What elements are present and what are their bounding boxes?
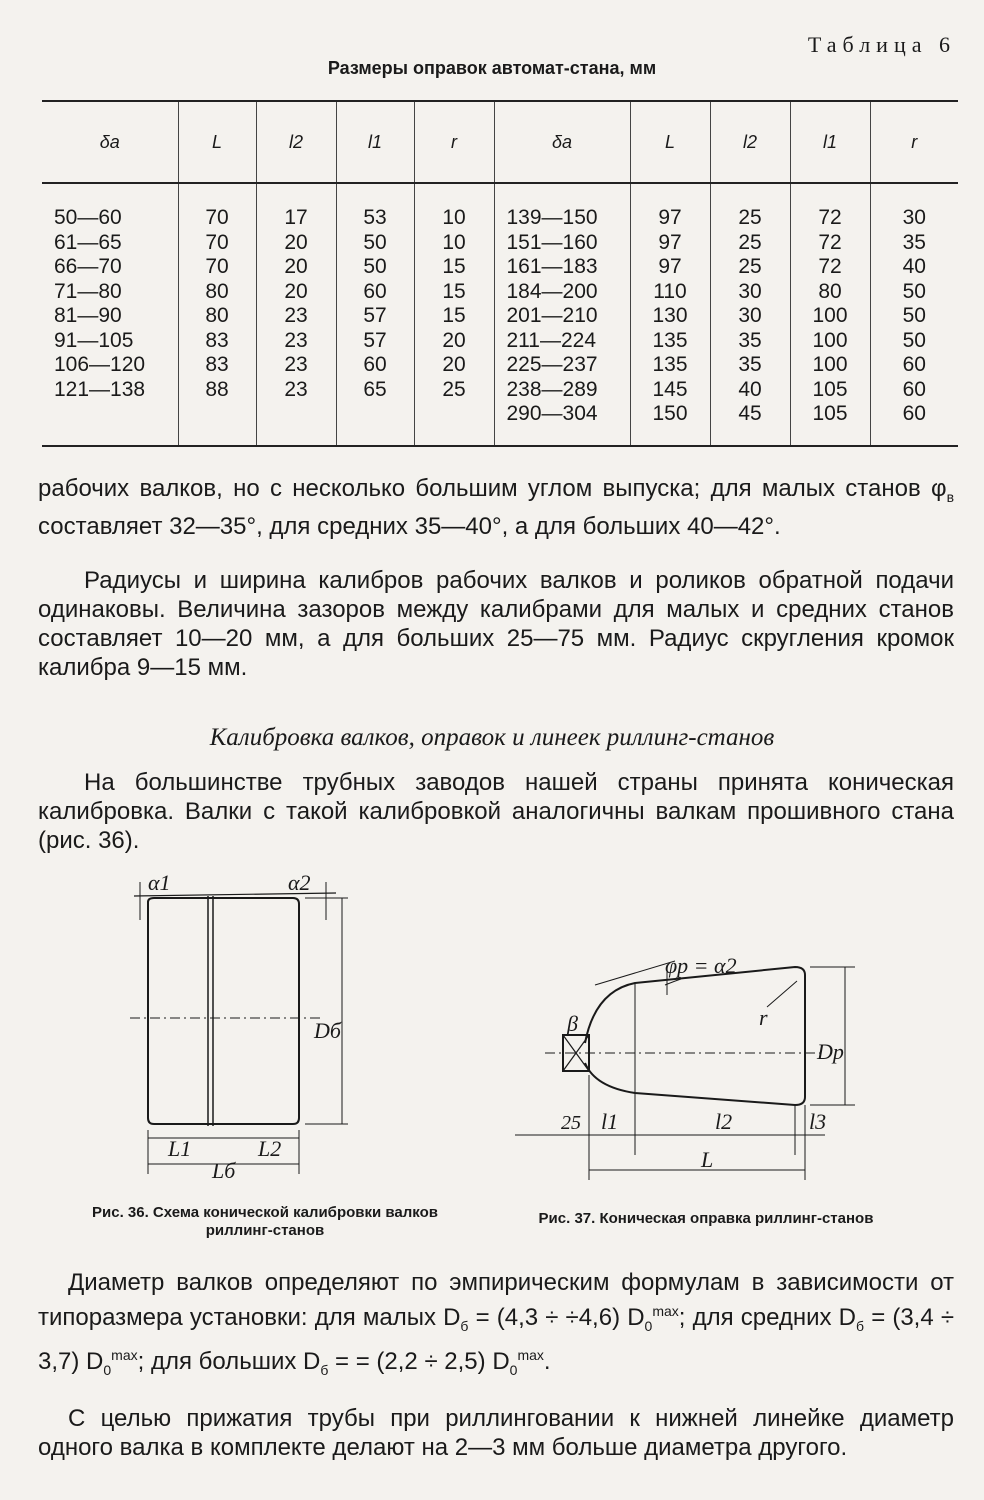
fig37-l1-label: l1 [601, 1109, 619, 1134]
col-L-2: 97 97 97 110 130 135 135 145 150 [630, 183, 710, 446]
fig37-L-label: L [701, 1147, 714, 1172]
fig37-r-label: r [759, 1005, 768, 1030]
header-r-2: r [870, 101, 958, 183]
paragraph-conical: На большинстве трубных заводов нашей страны принята коническая калибровка. Валки с такой калибровкой аналогичны валкам прошивного стана (рис. 36). [38, 769, 954, 854]
col-l1: 53 50 50 60 57 57 60 65 [336, 183, 414, 446]
figure-36-caption: Рис. 36. Схема конической калибровки валков риллинг-станов [92, 1204, 438, 1239]
table-number: Таблица 6 [807, 32, 956, 57]
fig36-alpha1-label: α1 [148, 870, 171, 895]
table-header-row [42, 101, 958, 183]
fig37-l3-label: l3 [809, 1109, 827, 1134]
table-title: Размеры оправок автомат-стана, мм [327, 58, 657, 78]
fig36-L2-label: L2 [258, 1136, 282, 1161]
col-r-2: 30 35 40 50 50 50 60 60 60 [870, 183, 958, 446]
header-l1-2: l1 [790, 101, 870, 183]
fig37-phi-label: φp = α2 [665, 955, 737, 978]
paragraph-radii: Радиусы и ширина калибров рабочих валков и роликов обратной подачи одинаковы. Величина зазоров между калибрами для малых и средних станов составляет 10—20 мм, а для больших 25—75 мм. Радиус скругления кромок калибра 9—15 мм. [38, 567, 954, 681]
fig37-l2-label: l2 [715, 1109, 733, 1134]
header-l2: l2 [256, 101, 336, 183]
fig36-L1-label: L1 [168, 1136, 192, 1161]
paragraph-angle: рабочих валков, но с несколько большим углом выпуска; для малых станов $\varphi_в$ составляет 32—35°, для средних 35—40°, а для больших 40—42°. [38, 475, 954, 540]
header-l1: l1 [336, 101, 414, 183]
fig37-25-label: 25 [561, 1112, 581, 1134]
col-l2-2: 25 25 25 30 30 35 35 40 45 [710, 183, 790, 446]
col-r: 10 10 15 15 15 20 20 25 [414, 183, 494, 446]
fig37-beta-label: β [567, 1011, 578, 1036]
dimensions-table [42, 100, 958, 447]
figure-37-caption: Рис. 37. Коническая оправка риллинг-станов [538, 1210, 874, 1227]
col-L: 70 70 70 80 80 83 83 88 [178, 183, 256, 446]
figure-36-diagram [110, 868, 370, 1188]
header-delta-a-2: δa [494, 101, 630, 183]
paragraph-pressing: С целью прижатия трубы при риллинговании к нижней линейке диаметр одного валка в комплекте делают на 2—3 мм больше диаметра другого. [38, 1405, 954, 1461]
fig36-Lb-label: Lб [212, 1158, 236, 1183]
header-l2-2: l2 [710, 101, 790, 183]
col-l1-2: 72 72 72 80 100 100 100 105 105 [790, 183, 870, 446]
figure-37-diagram [505, 955, 885, 1185]
col-l2: 17 20 20 20 23 23 23 23 [256, 183, 336, 446]
header-L-2: L [630, 101, 710, 183]
fig36-alpha2-label: α2 [288, 870, 311, 895]
col-delta-a: 50—60 61—65 66—70 71—80 81—90 91—105 106—120 121—138 [42, 183, 178, 446]
fig36-Db-label: Dб [314, 1018, 341, 1043]
table-body-row [42, 183, 958, 446]
header-r: r [414, 101, 494, 183]
header-L: L [178, 101, 256, 183]
col-delta-a-2: 139—150 151—160 161—183 184—200 201—210 211—224 225—237 238—289 290—304 [494, 183, 630, 446]
section-title: Калибровка валков, оправок и линеек риллинг-станов [209, 724, 775, 751]
header-delta-a: δa [42, 101, 178, 183]
paragraph-diameter: Диаметр валков определяют по эмпирическим формулам в зависимости от типоразмера установки: для малых $D_б = (4,3 \div \div 4,6)$ $D_0^{max}$; для средних $D_б = (3,4 \div 3,7)$ $D_0^{max}$; для больших $D_б$ = = (2,2 ÷ 2,5) $D_0^{max}$. [38, 1269, 955, 1378]
fig37-Dp-label: Dp [817, 1039, 844, 1064]
